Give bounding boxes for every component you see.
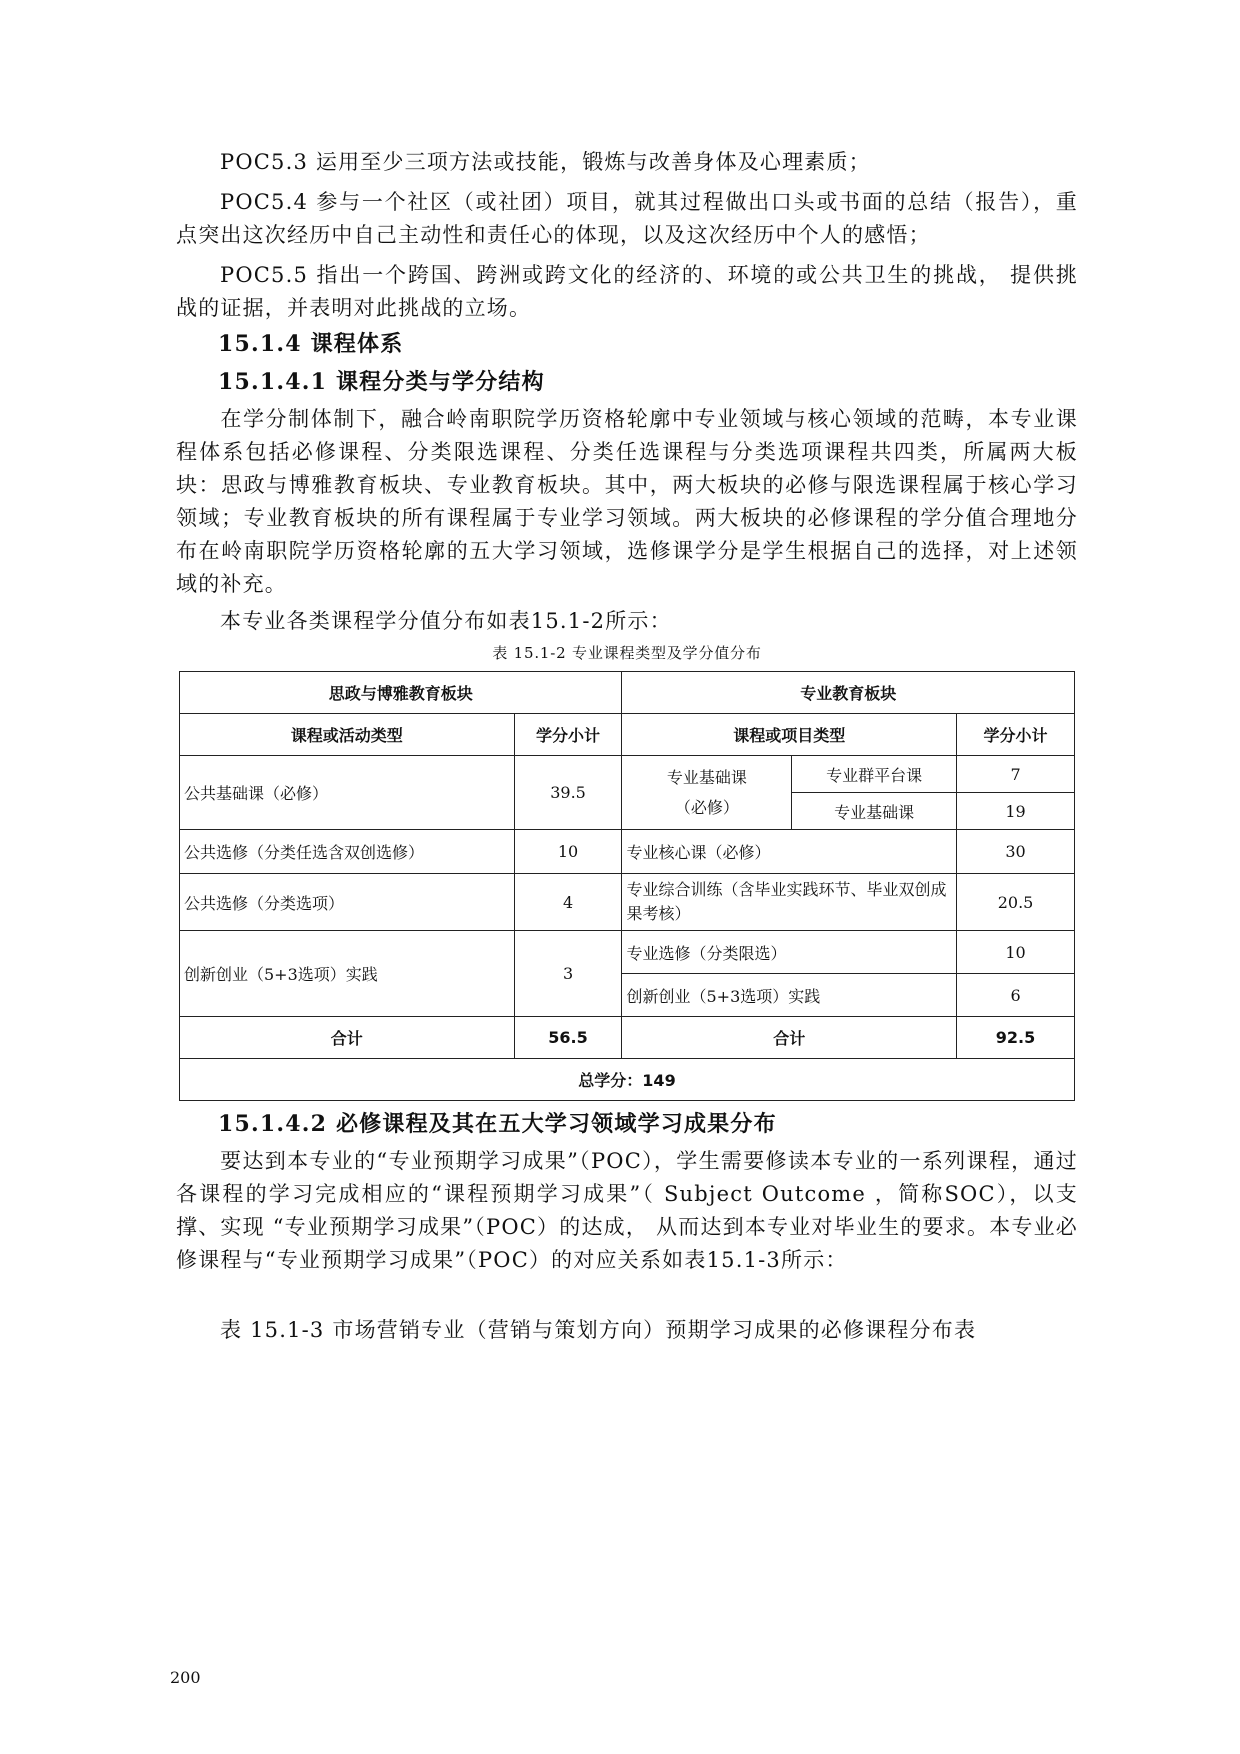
heading-15-1-4: 15.1.4 课程体系 — [218, 331, 404, 357]
table-row — [180, 1059, 1075, 1101]
table-cell: 39.5 — [514, 756, 622, 830]
group-label-line: 专业基础课 — [666, 767, 747, 787]
table-row — [180, 931, 1075, 974]
group-label-line: （必修） — [674, 797, 739, 817]
total-label: 合计 — [180, 1017, 515, 1059]
column-header: 学分小计 — [957, 714, 1075, 756]
table-row — [180, 874, 1075, 931]
table-cell: 30 — [957, 830, 1075, 874]
table-cell: 6 — [957, 974, 1075, 1017]
left-block-header: 思政与博雅教育板块 — [180, 672, 622, 714]
credit-distribution-table — [179, 671, 1075, 1101]
course-system-intro-paragraph: 在学分制体制下，融合岭南职院学历资格轮廓中专业领域与核心领域的范畴，本专业课程体系包括必修课程、分类限选课程、分类任选课程与分类选项课程共四类，所属两大板块：思政与博雅教育板块、专业教育板块。其中，两大板块的必修与限选课程属于核心学习领域；专业教育板块的所有课程属于专业学习领域。两大板块的必修课程的学分值合理地分布在岭南职院学历资格轮廓的五大学习领域，选修课学分是学生根据自己的选择，对上述领域的补充。 — [176, 407, 1078, 596]
table-cell: 4 — [514, 874, 622, 931]
heading-15-1-4-1: 15.1.4.1 课程分类与学分结构 — [218, 369, 545, 395]
poc-5-3-paragraph: POC5.3 运用至少三项方法或技能，锻炼与改善身体及心理素质； — [220, 150, 871, 174]
table-cell: 专业群平台课 — [792, 756, 957, 793]
table-row — [180, 714, 1075, 756]
table-cell: 公共选修（分类选项） — [180, 874, 515, 931]
total-value: 56.5 — [514, 1017, 622, 1059]
table-row — [180, 756, 1075, 793]
right-block-header: 专业教育板块 — [622, 672, 1075, 714]
table-cell: 3 — [514, 931, 622, 1017]
table-cell: 创新创业（5+3选项）实践 — [180, 931, 515, 1017]
column-header: 课程或项目类型 — [622, 714, 957, 756]
heading-15-1-4-2: 15.1.4.2 必修课程及其在五大学习领域学习成果分布 — [218, 1111, 777, 1137]
table-cell — [622, 756, 792, 830]
table-row — [180, 672, 1075, 714]
grand-total: 总学分：149 — [180, 1059, 1075, 1101]
table-cell: 20.5 — [957, 874, 1075, 931]
column-header: 学分小计 — [514, 714, 622, 756]
total-value: 92.5 — [957, 1017, 1075, 1059]
page-number: 200 — [170, 1668, 201, 1687]
credit-distribution-paragraph: 本专业各类课程学分值分布如表15.1-2所示： — [220, 609, 672, 633]
table-cell: 10 — [514, 830, 622, 874]
table-caption: 表 15.1-2 专业课程类型及学分值分布 — [492, 644, 762, 662]
column-header: 课程或活动类型 — [180, 714, 515, 756]
table-cell: 创新创业（5+3选项）实践 — [622, 974, 957, 1017]
poc-5-4-paragraph: POC5.4 参与一个社区（或社团）项目，就其过程做出口头或书面的总结（报告），重点突出这次经历中自己主动性和责任心的体现，以及这次经历中个人的感悟； — [176, 190, 1078, 247]
table-cell: 19 — [957, 793, 1075, 830]
table-cell: 公共基础课（必修） — [180, 756, 515, 830]
table-cell: 公共选修（分类任选含双创选修） — [180, 830, 515, 874]
table-cell: 专业基础课 — [792, 793, 957, 830]
poc-5-5-paragraph: POC5.5 指出一个跨国、跨洲或跨文化的经济的、环境的或公共卫生的挑战， 提供挑战的证据，并表明对此挑战的立场。 — [176, 263, 1078, 320]
total-label: 合计 — [622, 1017, 957, 1059]
table-cell: 10 — [957, 931, 1075, 974]
table-row — [180, 830, 1075, 874]
table-cell: 专业核心课（必修） — [622, 830, 957, 874]
table-cell: 专业选修（分类限选） — [622, 931, 957, 974]
table-row — [180, 1017, 1075, 1059]
table-cell: 7 — [957, 756, 1075, 793]
table-reference-paragraph: 表 15.1-3 市场营销专业（营销与策划方向）预期学习成果的必修课程分布表 — [220, 1318, 977, 1342]
required-courses-paragraph: 要达到本专业的“专业预期学习成果”（POC），学生需要修读本专业的一系列课程，通过各课程的学习完成相应的“课程预期学习成果”（ Subject Outcome ，简称SOC），以支撑、实现 “专业预期学习成果”（POC）的达成， 从而达到本专业对毕业生的要求。本专业必修课程与“专业预期学习成果”（POC）的对应关系如表15.1-3所示： — [176, 1149, 1078, 1272]
table-cell: 专业综合训练（含毕业实践环节、毕业双创成果考核） — [622, 874, 957, 931]
